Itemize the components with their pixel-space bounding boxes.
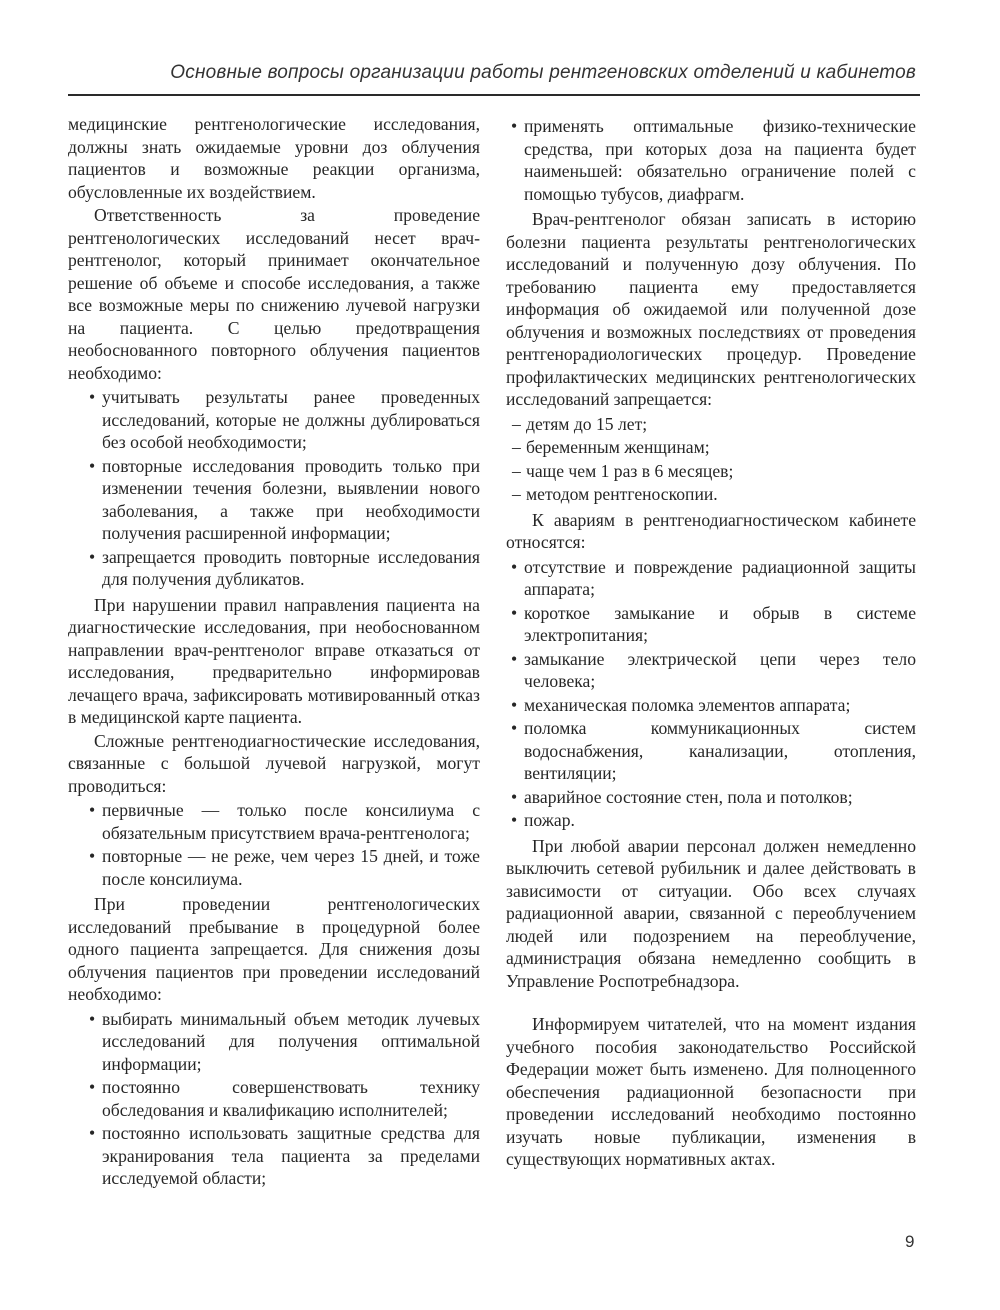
- right-column: [506, 113, 916, 1172]
- list-item: • выбирать минимальный объем методик лучевых исследований для получения оптимальной информации;: [102, 1008, 480, 1076]
- list-item: – методом рентгеноскопии.: [526, 483, 916, 506]
- list-item: • постоянно использовать защитные средства для экранирования тела пациента за пределами исследуемой области;: [102, 1122, 480, 1190]
- right-paragraph-4: Информируем читателей, что на момент издания учебного пособия законодательство Российской Федерации может быть изменено. Для полноценного обеспечения радиационной безопасности при проведении исследований необходимо постоянно изучать новые публикации, изменения в существующих нормативных актах.: [506, 1014, 916, 1169]
- left-paragraph-2: Ответственность за проведение рентгенологических исследований несет врач-рентгенолог, который принимает окончательное решение об объеме и способе исследования, а также все возможные меры по снижению лучевой нагрузки на пациента. С целью предотвращения необоснованного повторного облучения пациентов необходимо:: [68, 205, 480, 383]
- list-item: • учитывать результаты ранее проведенных исследований, которые не должны дублироваться без особой необходимости;: [102, 386, 480, 454]
- dose-reduction-list-continued: [506, 115, 916, 205]
- list-item: – чаще чем 1 раз в 6 месяцев;: [526, 460, 916, 483]
- right-paragraph-1: Врач-рентгенолог обязан записать в историю болезни пациента результаты рентгенологических исследований и полученную дозу облучения. По требованию пациента ему предоставляется информация об ожидаемой или полученной дозе облучения и возможных последствиях от проведения рентгенорадиологических процедур. Проведение профилактических медицинских рентгенологических исследований запрещается:: [506, 209, 916, 409]
- repeat-exposure-list: [68, 386, 480, 591]
- list-item: • поломка коммуникационных систем водоснабжения, канализации, отопления, вентиляции;: [524, 717, 916, 785]
- complex-studies-list: [68, 799, 480, 890]
- right-paragraph-3: При любой аварии персонал должен немедленно выключить сетевой рубильник и далее действовать в зависимости от ситуации. Обо всех случаях радиационной аварии, связанной с переоблучением людей или подозрением на переоблучение, администрация обязана немедленно сообщить в Управление Роспотребнадзора.: [506, 835, 916, 991]
- running-header-title: Основные вопросы организации работы рентгеновских отделений и кабинетов: [170, 62, 916, 83]
- accidents-list: [506, 556, 916, 832]
- left-paragraph-3: При нарушении правил направления пациента на диагностические исследования, при необоснованном направлении врач-рентгенолог вправе отказаться от исследования, предварительно информировав лечащего врача, зафиксировать мотивированный отказ в медицинской карте пациента.: [68, 594, 480, 727]
- list-item: • отсутствие и повреждение радиационной защиты аппарата;: [524, 556, 916, 601]
- list-item: • механическая поломка элементов аппарата;: [524, 694, 916, 717]
- list-item: • аварийное состояние стен, пола и потолков;: [524, 786, 916, 809]
- list-item: • замыкание электрической цепи через тело человека;: [524, 648, 916, 693]
- dose-reduction-list: [68, 1008, 480, 1190]
- left-paragraph-4: Сложные рентгенодиагностические исследования, связанные с большой лучевой нагрузкой, могут проводиться:: [68, 730, 480, 796]
- list-item: • первичные — только после консилиума с обязательным присутствием врача-рентгенолога;: [102, 799, 480, 844]
- list-item: • пожар.: [524, 809, 916, 832]
- running-header: [68, 56, 920, 96]
- list-item: • повторные исследования проводить только при изменении течения болезни, выявлении нового заболевания, а также при необходимости получения расширенной информации;: [102, 455, 480, 545]
- list-item: • применять оптимальные физико-технические средства, при которых доза на пациента будет наименьшей: обязательно ограничение полей с помощью тубусов, диафрагм.: [524, 115, 916, 205]
- prohibited-studies-list: [506, 413, 916, 506]
- list-item: – детям до 15 лет;: [526, 413, 916, 436]
- list-item: • короткое замыкание и обрыв в системе электропитания;: [524, 602, 916, 647]
- left-column: [68, 113, 480, 1193]
- right-paragraph-2: К авариям в рентгенодиагностическом кабинете относятся:: [506, 509, 916, 552]
- list-item: • постоянно совершенствовать технику обследования и квалификацию исполнителей;: [102, 1076, 480, 1121]
- page-number: 9: [905, 1232, 915, 1251]
- left-paragraph-5: При проведении рентгенологических исследований пребывание в процедурной более одного пациента запрещается. Для снижения дозы облучения пациентов при проведении исследований необходимо:: [68, 894, 480, 1004]
- left-paragraph-1: медицинские рентгенологические исследования, должны знать ожидаемые уровни доз облучения пациентов и возможные реакции организма, обусловленные их воздействием.: [68, 114, 480, 202]
- list-item: • запрещается проводить повторные исследования для получения дубликатов.: [102, 546, 480, 591]
- list-item: • повторные — не реже, чем через 15 дней, и тоже после консилиума.: [102, 845, 480, 890]
- list-item: – беременным женщинам;: [526, 436, 916, 459]
